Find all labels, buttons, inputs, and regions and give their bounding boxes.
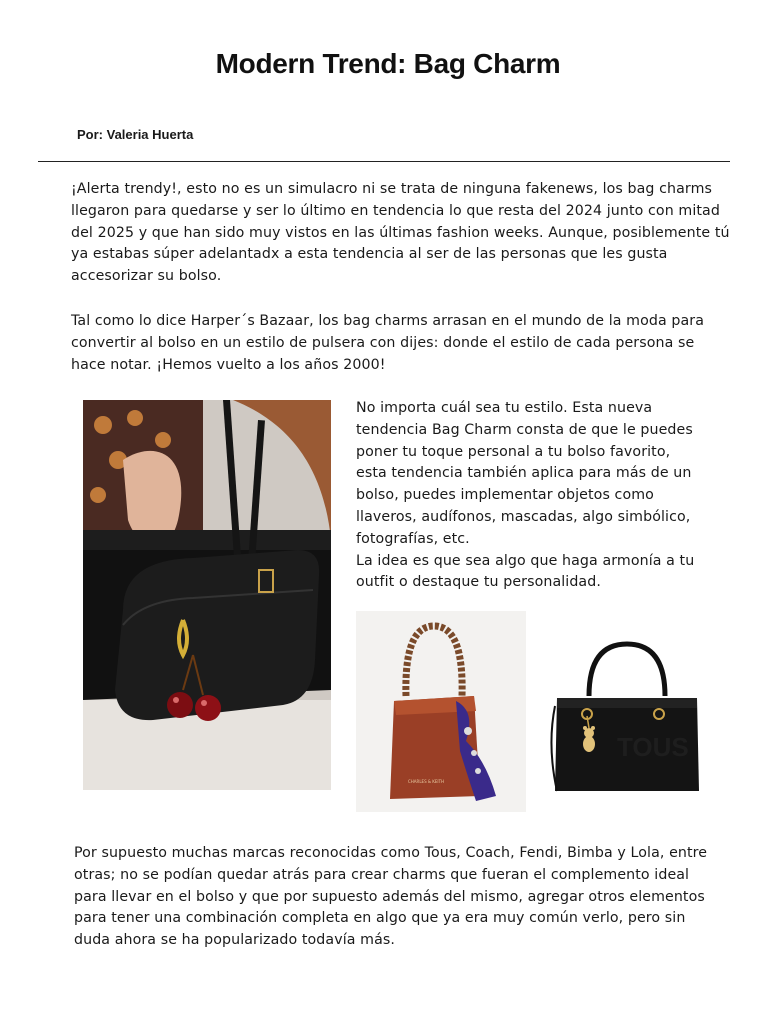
article-title: Modern Trend: Bag Charm xyxy=(215,48,561,79)
paragraph-bazaar: Tal como lo dice Harper´s Bazaar, los bag charms arrasan en el mundo de la moda para convertir al bolso en un estilo de pulsera con dijes: donde el estilo de cada persona se hace notar. ¡Hemos vuelto a los años 2000! xyxy=(71,313,704,373)
divider xyxy=(38,161,730,162)
brown-bag-brand: CHARLES & KEITH xyxy=(408,779,445,784)
black-bag-cherry-charm-photo xyxy=(83,400,331,790)
brown-bag-scarf-photo xyxy=(356,611,526,812)
paragraph-intro: ¡Alerta trendy!, esto no es un simulacro ni se trata de ninguna fakenews, los bag charms llegaron para quedarse y ser lo último en tendencia lo que resta del 2024 junto con mitad del 2025 y que han sido muy vistos en las últimas fashion weeks. Aunque, posiblemente tú ya estabas súper adelantadx a esta tendencia al ser de las personas que les gusta accesorizar su bolso. xyxy=(71,181,730,285)
byline: Por: Valeria Huerta xyxy=(77,127,194,142)
paragraph-brands: Por supuesto muchas marcas reconocidas como Tous, Coach, Fendi, Bimba y Lola, entre otras; no se podían quedar atrás para crear charms que fueran el complemento ideal para llevar en el bolso y que por supuesto además del mismo, agregar otros elementos para tener una combinación completa en algo que ya era muy común verlo, pero sin duda ahora se ha popularizado todavía más. xyxy=(74,845,708,949)
paragraph-style: No importa cuál sea tu estilo. Esta nueva tendencia Bag Charm consta de que le puedes poner tu toque personal a tu bolso favorito, esta tendencia también aplica para más de un bolso, puedes implementar objetos como llaveros, audífonos, mascadas, algo simbólico, fotografías, etc. La idea es que sea algo que haga armonía a tu outfit o destaque tu personalidad. xyxy=(356,400,695,591)
black-tote-bear-charm-photo xyxy=(547,636,705,796)
tous-logo: TOUS xyxy=(617,732,689,762)
